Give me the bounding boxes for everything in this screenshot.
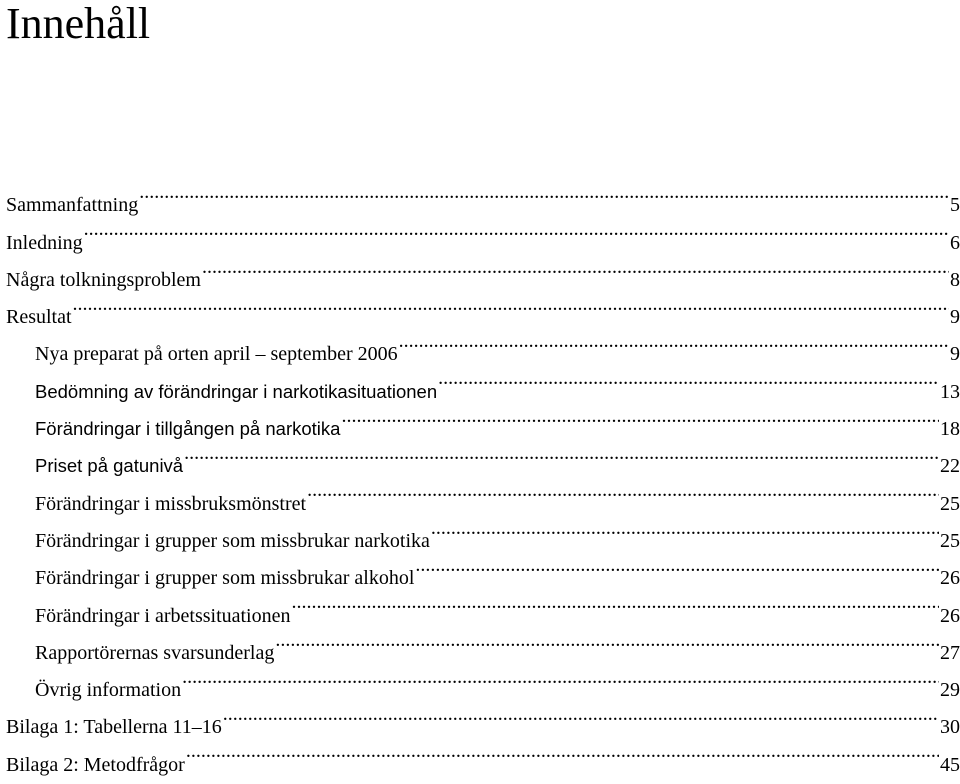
toc-page-number: 45 [940, 753, 960, 776]
toc-page-number: 25 [940, 492, 960, 515]
toc-dot-leader [307, 472, 939, 509]
toc-entry-label: Nya preparat på orten april – september 2006 [35, 343, 398, 366]
toc-page-number: 27 [940, 641, 960, 664]
toc-dot-leader [292, 584, 940, 621]
toc-entry-label: Resultat [6, 306, 72, 329]
toc-page-number: 30 [940, 716, 960, 739]
toc-page-number: 22 [940, 455, 960, 478]
page-title: Innehåll [6, 0, 151, 48]
toc-page-number: 13 [940, 380, 960, 403]
toc-dot-leader [399, 323, 949, 360]
toc-entry-label: Priset på gatunivå [35, 455, 184, 477]
toc-entry-label: Övrig information [35, 679, 182, 702]
toc-dot-leader [275, 622, 939, 659]
table-of-contents [0, 174, 960, 776]
toc-entry-label: Förändringar i arbetssituationen [35, 604, 291, 627]
toc-dot-leader [438, 360, 939, 397]
toc-dot-leader [182, 659, 939, 696]
toc-entry-label: Förändringar i missbruksmönstret [35, 492, 307, 515]
toc-entry-resultat[interactable] [0, 286, 960, 329]
toc-entry-inledning[interactable] [0, 211, 960, 254]
toc-page-number: 8 [950, 268, 960, 291]
toc-page-number: 26 [940, 604, 960, 627]
toc-page-number: 25 [940, 529, 960, 552]
toc-dot-leader [186, 733, 939, 770]
toc-entry-label: Inledning [6, 231, 83, 254]
toc-dot-leader [184, 435, 939, 472]
toc-dot-leader [202, 249, 949, 286]
toc-entry-label: Förändringar i grupper som missbrukar alkohol [35, 567, 415, 590]
toc-entry-label: Bilaga 1: Tabellerna 11–16 [6, 716, 222, 739]
toc-entry-label: Bedömning av förändringar i narkotikasituationen [35, 380, 438, 402]
toc-page-number: 5 [950, 194, 960, 217]
toc-entry-tolkningsproblem[interactable] [0, 249, 960, 291]
toc-dot-leader [84, 211, 949, 248]
toc-entry-label: Rapportörernas svarsunderlag [35, 641, 275, 664]
toc-dot-leader [431, 510, 939, 547]
toc-entry-label: Några tolkningsproblem [6, 268, 201, 291]
toc-page-number: 26 [940, 567, 960, 590]
toc-entry-sammanfattning[interactable] [0, 174, 960, 217]
toc-page-number: 9 [950, 306, 960, 329]
toc-entry-nya-preparat[interactable] [0, 323, 960, 366]
toc-entry-label: Förändringar i tillgången på narkotika [35, 418, 341, 440]
toc-dot-leader [223, 696, 939, 733]
toc-entry-label: Sammanfattning [6, 194, 139, 217]
toc-page-number: 9 [950, 343, 960, 366]
toc-entry-label: Förändringar i grupper som missbrukar narkotika [35, 529, 430, 552]
toc-page-number: 6 [950, 231, 960, 254]
toc-dot-leader [415, 547, 939, 584]
toc-page-number: 29 [940, 679, 960, 702]
toc-dot-leader [341, 398, 939, 435]
toc-entry-label: Bilaga 2: Metodfrågor [6, 753, 185, 776]
toc-page-number: 18 [940, 418, 960, 441]
toc-dot-leader [73, 286, 949, 323]
toc-dot-leader [139, 174, 949, 211]
